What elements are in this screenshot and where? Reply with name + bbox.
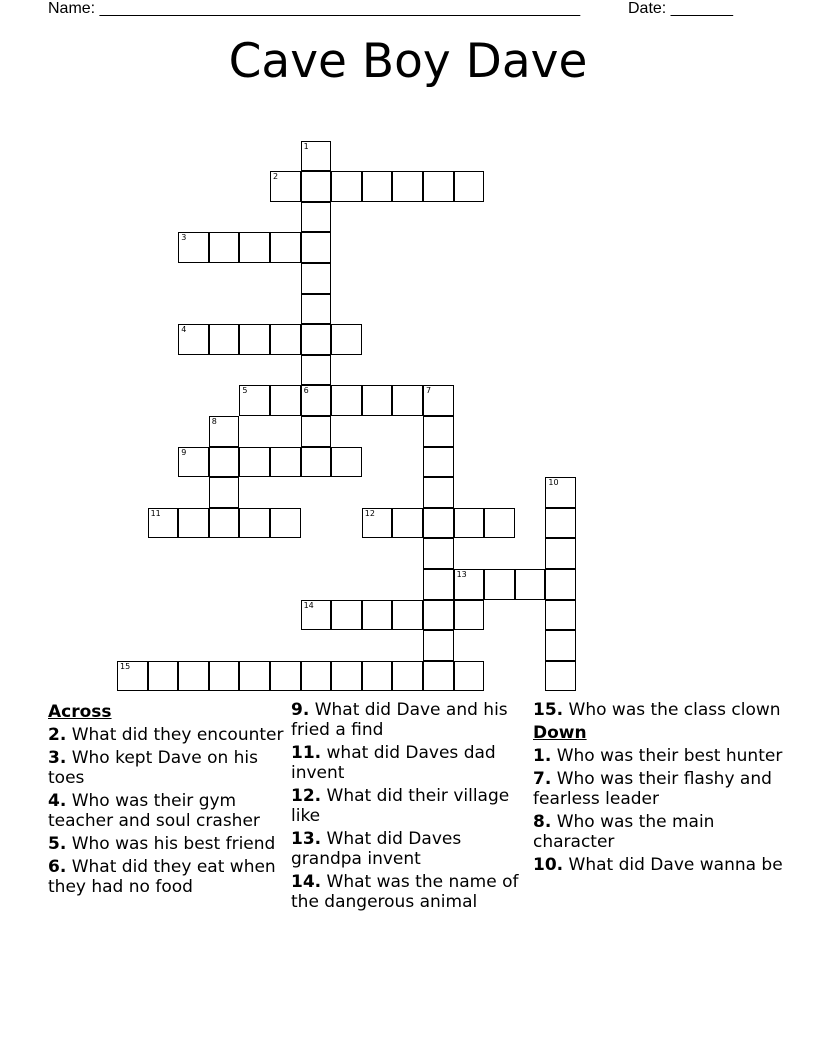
- grid-cell[interactable]: [392, 385, 423, 416]
- clue-across-3: 3. Who kept Dave on his toes: [48, 748, 259, 788]
- grid-cell[interactable]: [301, 324, 332, 355]
- grid-cell[interactable]: [209, 477, 240, 508]
- grid-cell[interactable]: [423, 538, 454, 569]
- grid-cell[interactable]: [392, 171, 423, 202]
- grid-cell[interactable]: [239, 661, 270, 692]
- grid-cell[interactable]: [209, 324, 240, 355]
- grid-cell[interactable]: [117, 661, 148, 692]
- grid-cell[interactable]: [331, 171, 362, 202]
- grid-cell[interactable]: [301, 385, 332, 416]
- clue-down-1: 1. Who was their best hunter: [533, 746, 783, 766]
- grid-cell[interactable]: [362, 661, 393, 692]
- clue-number: 3: [181, 233, 187, 243]
- grid-cell[interactable]: [454, 569, 485, 600]
- grid-cell[interactable]: [484, 569, 515, 600]
- clue-number: 4: [181, 325, 187, 335]
- grid-cell[interactable]: [331, 661, 362, 692]
- name-field-label: Name: ______________________________________________________: [48, 0, 581, 17]
- clue-number: 6: [303, 386, 309, 396]
- grid-cell[interactable]: [270, 324, 301, 355]
- grid-cell[interactable]: [515, 569, 546, 600]
- grid-cell[interactable]: [178, 447, 209, 478]
- grid-cell[interactable]: [454, 508, 485, 539]
- grid-cell[interactable]: [423, 385, 454, 416]
- clue-number: 7: [426, 386, 432, 396]
- grid-cell[interactable]: [545, 538, 576, 569]
- grid-cell[interactable]: [454, 600, 485, 631]
- grid-cell[interactable]: [331, 324, 362, 355]
- clue-number: 1: [303, 141, 309, 151]
- grid-cell[interactable]: [209, 232, 240, 263]
- clue-across-14: 14. What was the name of the dangerous animal: [291, 872, 519, 912]
- grid-cell[interactable]: [545, 508, 576, 539]
- clue-column-3: [533, 700, 793, 878]
- clue-across-11: 11. what did Daves dad invent: [291, 743, 496, 783]
- date-field-label: Date: _______: [628, 0, 733, 17]
- clue-number: 10: [548, 478, 559, 488]
- grid-cell[interactable]: [423, 447, 454, 478]
- grid-cell[interactable]: [148, 661, 179, 692]
- grid-cell[interactable]: [178, 232, 209, 263]
- grid-cell[interactable]: [148, 508, 179, 539]
- grid-cell[interactable]: [331, 385, 362, 416]
- grid-cell[interactable]: [301, 232, 332, 263]
- grid-cell[interactable]: [362, 508, 393, 539]
- grid-cell[interactable]: [209, 447, 240, 478]
- clue-across-13: 13. What did Daves grandpa invent: [291, 829, 462, 869]
- across-heading: Across: [48, 702, 112, 722]
- grid-cell[interactable]: [301, 416, 332, 447]
- clue-across-4: 4. Who was their gym teacher and soul crasher: [48, 791, 260, 831]
- clue-column-2: [291, 700, 527, 915]
- grid-cell[interactable]: [301, 661, 332, 692]
- clue-number: 14: [303, 600, 314, 610]
- page-title: Cave Boy Dave: [228, 34, 588, 89]
- clue-number: 5: [242, 386, 248, 396]
- grid-cell[interactable]: [239, 508, 270, 539]
- grid-cell[interactable]: [239, 324, 270, 355]
- grid-cell[interactable]: [423, 569, 454, 600]
- grid-cell[interactable]: [301, 171, 332, 202]
- grid-cell[interactable]: [178, 661, 209, 692]
- grid-cell[interactable]: [301, 447, 332, 478]
- grid-cell[interactable]: [423, 630, 454, 661]
- clue-number: 15: [120, 661, 131, 671]
- clue-number: 12: [364, 508, 375, 518]
- clue-down-8: 8. Who was the main character: [533, 812, 715, 852]
- grid-cell[interactable]: [423, 171, 454, 202]
- down-heading: Down: [533, 723, 587, 743]
- grid-cell[interactable]: [209, 508, 240, 539]
- grid-cell[interactable]: [301, 294, 332, 325]
- grid-cell[interactable]: [209, 416, 240, 447]
- grid-cell[interactable]: [454, 171, 485, 202]
- clue-number: 8: [211, 417, 217, 426]
- grid-cell[interactable]: [545, 661, 576, 692]
- grid-cell[interactable]: [301, 600, 332, 631]
- clue-across-5: 5. Who was his best friend: [48, 834, 276, 854]
- grid-cell[interactable]: [423, 600, 454, 631]
- grid-cell[interactable]: [331, 600, 362, 631]
- grid-cell[interactable]: [423, 416, 454, 447]
- grid-cell[interactable]: [545, 569, 576, 600]
- grid-cell[interactable]: [454, 661, 485, 692]
- clue-across-2: 2. What did they encounter: [48, 725, 284, 745]
- grid-cell[interactable]: [270, 508, 301, 539]
- grid-cell[interactable]: [545, 630, 576, 661]
- grid-cell[interactable]: [392, 661, 423, 692]
- grid-cell[interactable]: [270, 447, 301, 478]
- clue-across-15: 15. Who was the class clown: [533, 700, 781, 720]
- grid-cell[interactable]: [178, 508, 209, 539]
- grid-cell[interactable]: [239, 447, 270, 478]
- clue-number: 9: [181, 447, 187, 457]
- clue-across-9: 9. What did Dave and his fried a find: [291, 700, 508, 740]
- grid-cell[interactable]: [239, 385, 270, 416]
- grid-cell[interactable]: [270, 385, 301, 416]
- grid-cell[interactable]: [545, 477, 576, 508]
- clue-column-1: [48, 700, 284, 900]
- grid-cell[interactable]: [392, 600, 423, 631]
- grid-cell[interactable]: [545, 600, 576, 631]
- clue-down-10: 10. What did Dave wanna be: [533, 855, 783, 875]
- grid-cell[interactable]: [270, 171, 301, 202]
- clue-across-6: 6. What did they eat when they had no food: [48, 857, 276, 897]
- clue-number: 11: [150, 508, 161, 518]
- grid-cell[interactable]: [484, 508, 515, 539]
- grid-cell[interactable]: [270, 232, 301, 263]
- grid-cell[interactable]: [239, 232, 270, 263]
- grid-cell[interactable]: [423, 477, 454, 508]
- grid-cell[interactable]: [270, 661, 301, 692]
- grid-cell[interactable]: [301, 141, 332, 172]
- clue-across-12: 12. What did their village like: [291, 786, 510, 826]
- grid-cell[interactable]: [362, 171, 393, 202]
- grid-cell[interactable]: [423, 508, 454, 539]
- clue-number: 13: [456, 570, 467, 579]
- grid-cell[interactable]: [178, 324, 209, 355]
- grid-cell[interactable]: [362, 385, 393, 416]
- clue-number: 2: [273, 172, 279, 182]
- grid-cell[interactable]: [362, 600, 393, 631]
- grid-cell[interactable]: [301, 202, 332, 233]
- grid-cell[interactable]: [301, 355, 332, 386]
- grid-cell[interactable]: [423, 661, 454, 692]
- grid-cell[interactable]: [392, 508, 423, 539]
- clue-down-7: 7. Who was their flashy and fearless leader: [533, 769, 772, 809]
- grid-cell[interactable]: [301, 263, 332, 294]
- grid-cell[interactable]: [331, 447, 362, 478]
- grid-cell[interactable]: [209, 661, 240, 692]
